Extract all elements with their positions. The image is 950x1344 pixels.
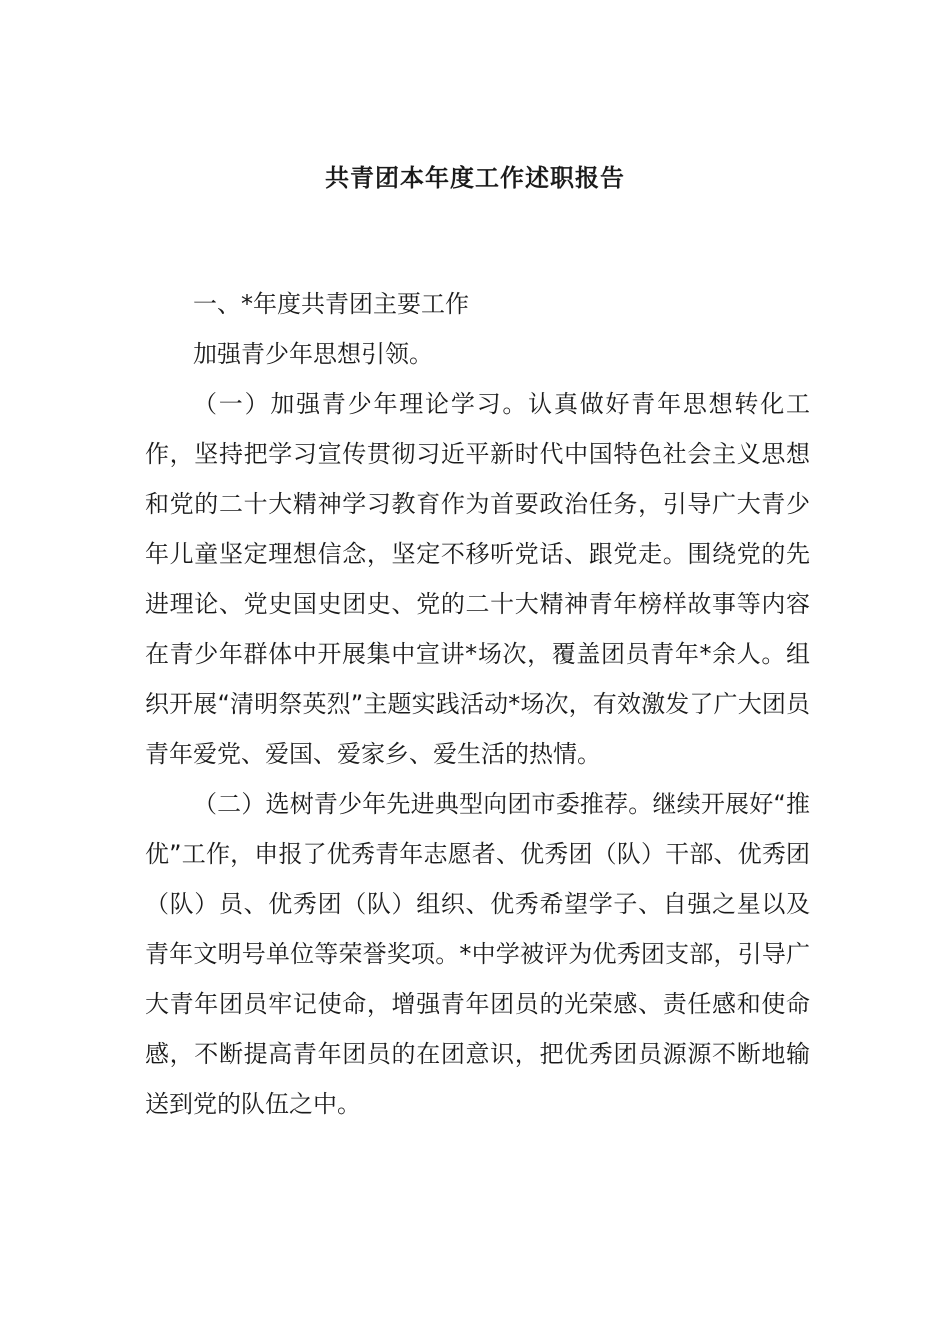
document-title: 共青团本年度工作述职报告 xyxy=(325,164,625,192)
paragraph-theory-study: （一）加强青少年理论学习。认真做好青年思想转化工作，坚持把学习宣传贯彻习近平新时代中国特色社会主义思想和党的二十大精神学习教育作为首要政治任务，引导广大青少年儿童坚定理想信念，坚定不移听党话、跟党走。围绕党的先进理论、党史国史团史、党的二十大精神青年榜样故事等内容在青少年群体中开展集中宣讲*场次，覆盖团员青年*余人。组织开展“清明祭英烈”主题实践活动*场次，有效激发了广大团员青年爱党、爱国、爱家乡、爱生活的热情。 xyxy=(145,390,810,768)
subsection-lead: 加强青少年思想引领。 xyxy=(193,340,433,368)
document-body xyxy=(145,279,810,1129)
paragraph-role-models: （二）选树青少年先进典型向团市委推荐。继续开展好“推优”工作，申报了优秀青年志愿者、优秀团（队）干部、优秀团（队）员、优秀团（队）组织、优秀希望学子、自强之星以及青年文明号单位等荣誉奖项。*中学被评为优秀团支部，引导广大青年团员牢记使命，增强青年团员的光荣感、责任感和使命感，不断提高青年团员的在团意识，把优秀团员源源不断地输送到党的队伍之中。 xyxy=(145,790,810,1118)
section-heading: 一、*年度共青团主要工作 xyxy=(193,290,469,318)
